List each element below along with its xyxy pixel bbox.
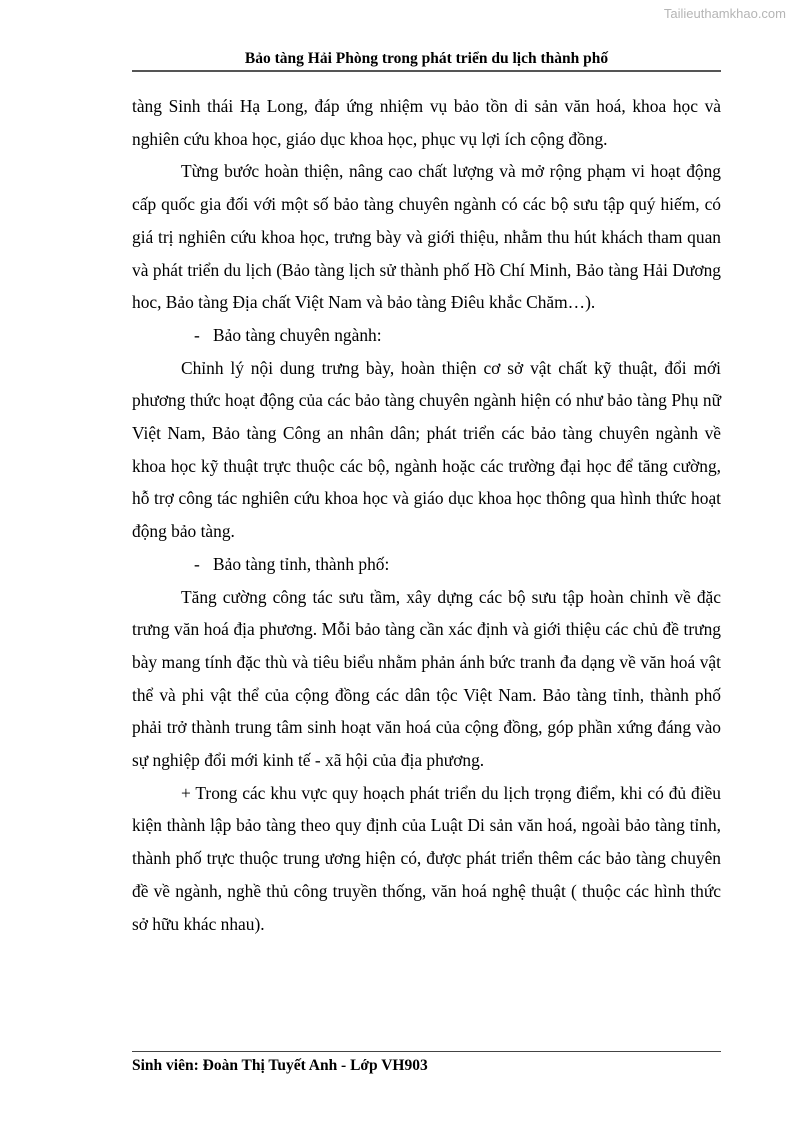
header-divider — [132, 70, 721, 72]
section-heading-provincial-museums — [132, 548, 721, 581]
watermark: Tailieuthamkhao.com — [663, 6, 786, 21]
page-header-title: Bảo tàng Hải Phòng trong phát triển du lịch thành phố — [244, 50, 609, 67]
heading-text: Bảo tàng tỉnh, thành phố: — [213, 553, 390, 574]
footer-divider — [132, 1051, 721, 1052]
dash-bullet: - — [194, 324, 200, 345]
paragraph: tàng Sinh thái Hạ Long, đáp ứng nhiệm vụ bảo tồn di sản văn hoá, khoa học và nghiên cứu khoa học, giáo dục khoa học, phục vụ lợi ích cộng đồng. — [132, 96, 721, 149]
document-body — [132, 90, 721, 940]
dash-bullet: - — [194, 553, 200, 574]
paragraph: Từng bước hoàn thiện, nâng cao chất lượng và mở rộng phạm vi hoạt động cấp quốc gia đối với một số bảo tàng chuyên ngành có các bộ sưu tập quý hiếm, có giá trị nghiên cứu khoa học, trưng bày và giới thiệu, nhằm thu hút khách tham quan và phát triển du lịch (Bảo tàng lịch sử thành phố Hồ Chí Minh, Bảo tàng Hải Dương hoc, Bảo tàng Địa chất Việt Nam và bảo tàng Điêu khắc Chăm…). — [132, 161, 721, 313]
paragraph: Tăng cường công tác sưu tầm, xây dựng các bộ sưu tập hoàn chỉnh về đặc trưng văn hoá địa phương. Mỗi bảo tàng cần xác định và giới thiệu các chủ đề trưng bày mang tính đặc thù và tiêu biểu nhằm phản ánh bức tranh đa dạng về văn hoá vật thể và phi vật thể của cộng đồng các dân tộc Việt Nam. Bảo tàng tỉnh, thành phố phải trở thành trung tâm sinh hoạt văn hoá của cộng đồng, góp phần xứng đáng vào sự nghiệp đổi mới kinh tế - xã hội của địa phương. — [132, 586, 721, 771]
paragraph: Chỉnh lý nội dung trưng bày, hoàn thiện cơ sở vật chất kỹ thuật, đổi mới phương thức hoạt động của các bảo tàng chuyên ngành hiện có như bảo tàng Phụ nữ Việt Nam, Bảo tàng Công an nhân dân; phát triển các bảo tàng chuyên ngành về khoa học kỹ thuật trực thuộc các bộ, ngành hoặc các trường đại học để tăng cường, hỗ trợ công tác nghiên cứu khoa học và giáo dục khoa học thông qua hình thức hoạt động bảo tàng. — [132, 357, 721, 542]
page-footer-author: Sinh viên: Đoàn Thị Tuyết Anh - Lớp VH903 — [132, 1057, 428, 1074]
section-heading-specialized-museums — [132, 319, 721, 352]
paragraph: + Trong các khu vực quy hoạch phát triển du lịch trọng điểm, khi có đủ điều kiện thành lập bảo tàng theo quy định của Luật Di sản văn hoá, ngoài bảo tàng tỉnh, thành phố trực thuộc trung ương hiện có, được phát triển thêm các bảo tàng chuyên đề về ngành, nghề thủ công truyền thống, văn hoá nghệ thuật ( thuộc các hình thức sở hữu khác nhau). — [132, 782, 721, 934]
heading-text: Bảo tàng chuyên ngành: — [213, 324, 382, 345]
